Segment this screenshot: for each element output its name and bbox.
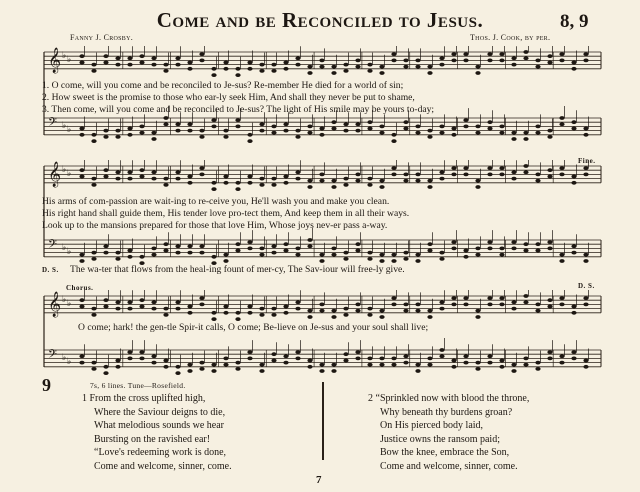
svg-text:♭: ♭	[62, 51, 67, 61]
page-number: 7	[316, 474, 322, 486]
hymn-title: Come and be Reconciled to Jesus.	[156, 8, 484, 32]
svg-text:♭: ♭	[62, 295, 67, 305]
staff-system-3	[40, 290, 605, 378]
lyric-line-1-1: 1. O come, will you come and be reconciled to Je-sus? Re-member He died for a world of sin;	[42, 80, 404, 91]
lyric-line-2-1: His arms of com-passion are wait-ing to re-ceive you, He'll wash you and make you clean.	[42, 196, 390, 207]
fine-marker: Fine.	[578, 157, 596, 165]
stanza-line: 1 From the cross uplifted high,	[82, 393, 206, 404]
svg-text:♭: ♭	[67, 55, 72, 65]
lyric-line-1-3: 3. Then come, will you come and be reconciled to Je-sus? The light of His smile may be yours to-day;	[42, 104, 435, 115]
hymn-number: 9	[42, 375, 51, 395]
stanza-line: 2 “Sprinkled now with blood the throne,	[368, 393, 530, 404]
svg-text:𝄢: 𝄢	[48, 348, 58, 364]
stanza-line: Justice owns the ransom paid;	[380, 433, 500, 445]
treble-staff-2	[44, 160, 601, 191]
svg-text:𝄞: 𝄞	[48, 292, 62, 317]
bass-staff-3	[44, 338, 601, 375]
svg-text:♭: ♭	[67, 125, 72, 135]
svg-text:♭: ♭	[62, 121, 67, 131]
stanza-line: Where the Saviour deigns to die,	[94, 406, 226, 418]
author-credit: Fanny J. Crosby.	[70, 33, 134, 42]
lyric-line-2-2: His right hand shall guide them, His tender love pro-tect them, And keep them in all their ways.	[42, 208, 410, 219]
composer-credit: Thos. J. Cook, by per.	[470, 33, 551, 42]
svg-text:♭: ♭	[62, 353, 67, 363]
treble-staff-1	[44, 46, 601, 77]
stanza-line: On His pierced body laid,	[380, 420, 484, 431]
tune-meter-line: 7s, 6 lines. Tune—Rosefield.	[90, 381, 186, 390]
right-stanza	[368, 392, 529, 473]
stanza-line: Come and welcome, sinner, come.	[94, 460, 232, 472]
svg-text:♭: ♭	[67, 357, 72, 367]
treble-staff-3	[44, 290, 601, 321]
svg-text:♭: ♭	[67, 169, 72, 179]
column-divider	[322, 382, 324, 460]
svg-text:𝄢: 𝄢	[48, 116, 58, 132]
ds-label: D. S.	[42, 266, 59, 274]
ds-marker: D. S.	[578, 282, 595, 290]
stanza-line: What melodious sounds we hear	[94, 420, 224, 431]
stanza-line: Bow the knee, embrace the Son,	[380, 447, 510, 458]
svg-text:𝄢: 𝄢	[48, 238, 58, 254]
svg-text:𝄞: 𝄞	[48, 48, 62, 73]
stanza-line: Why beneath thy burdens groan?	[380, 406, 513, 418]
svg-text:♭: ♭	[67, 247, 72, 257]
left-stanza	[82, 392, 232, 473]
lyric-line-1-2: 2. How sweet is the promise to those who ear-ly seek Him, And shall they never be put to shame,	[42, 92, 415, 103]
stanza-line: “Love's redeeming work is done,	[94, 447, 227, 458]
bass-staff-2	[44, 228, 601, 265]
lyric-line-2-3: Look up to the mansions prepared for those that love Him, Whose joys nev-er pass a-way.	[42, 220, 388, 231]
meter-number: 8, 9	[560, 11, 589, 32]
ds-lyric: The wa-ter that flows from the heal-ing fount of mer-cy, The Sav-iour will free-ly give.	[70, 264, 405, 275]
chorus-lyric: O come; hark! the gen-tle Spir-it calls, O come; Be-lieve on Je-sus and your soul shall live;	[78, 322, 429, 333]
svg-text:♭: ♭	[62, 243, 67, 253]
svg-text:♭: ♭	[67, 299, 72, 309]
chorus-label: Chorus.	[66, 284, 94, 292]
stanza-line: Bursting on the ravished ear!	[94, 433, 211, 445]
svg-text:♭: ♭	[62, 165, 67, 175]
svg-text:𝄞: 𝄞	[48, 162, 62, 187]
stanza-line: Come and welcome, sinner, come.	[380, 460, 518, 472]
